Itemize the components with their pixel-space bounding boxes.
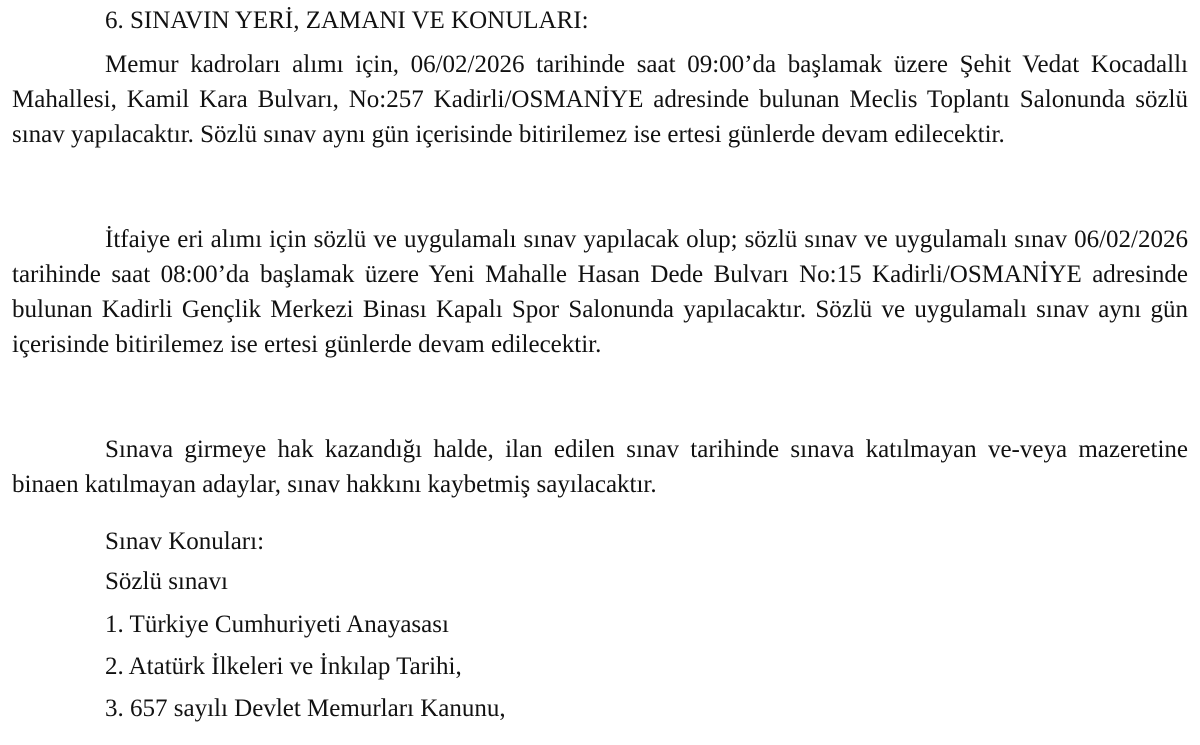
section-heading: 6. SINAVIN YERİ, ZAMANI VE KONULARI: xyxy=(105,7,589,34)
topic-item: 1. Türkiye Cumhuriyeti Anayasası xyxy=(105,611,449,638)
oral-exam-label: Sözlü sınavı xyxy=(105,568,228,595)
paragraph-memur: Memur kadroları alımı için, 06/02/2026 tarihinde saat 09:00’da başlamak üzere Şehit Vedat Kocadallı Mahallesi, Kamil Kara Bulvarı, No:257 Kadirli/OSMANİYE adresinde bulunan Meclis Toplantı Salonunda sözlü sınav yapılacaktır. Sözlü sınav aynı gün içerisinde bitirilemez ise ertesi günlerde devam edilecektir. xyxy=(12,51,1188,148)
topics-label: Sınav Konuları: xyxy=(105,528,265,555)
topic-item: 2. Atatürk İlkeleri ve İnkılap Tarihi, xyxy=(105,653,462,680)
topic-item: 3. 657 sayılı Devlet Memurları Kanunu, xyxy=(105,695,506,722)
paragraph-katilmayan: Sınava girmeye hak kazandığı halde, ilan edilen sınav tarihinde sınava katılmayan ve-veya mazeretine binaen katılmayan adaylar, sınav hakkını kaybetmiş sayılacaktır. xyxy=(12,436,1188,498)
paragraph-itfaiye: İtfaiye eri alımı için sözlü ve uygulamalı sınav yapılacak olup; sözlü sınav ve uygulamalı sınav 06/02/2026 tarihinde saat 08:00’da başlamak üzere Yeni Mahalle Hasan Dede Bulvarı No:15 Kadirli/OSMANİYE adresinde bulunan Kadirli Gençlik Merkezi Binası Kapalı Spor Salonunda yapılacaktır. Sözlü ve uygulamalı sınav aynı gün içerisinde bitirilemez ise ertesi günlerde devam edilecektir. xyxy=(12,226,1188,358)
